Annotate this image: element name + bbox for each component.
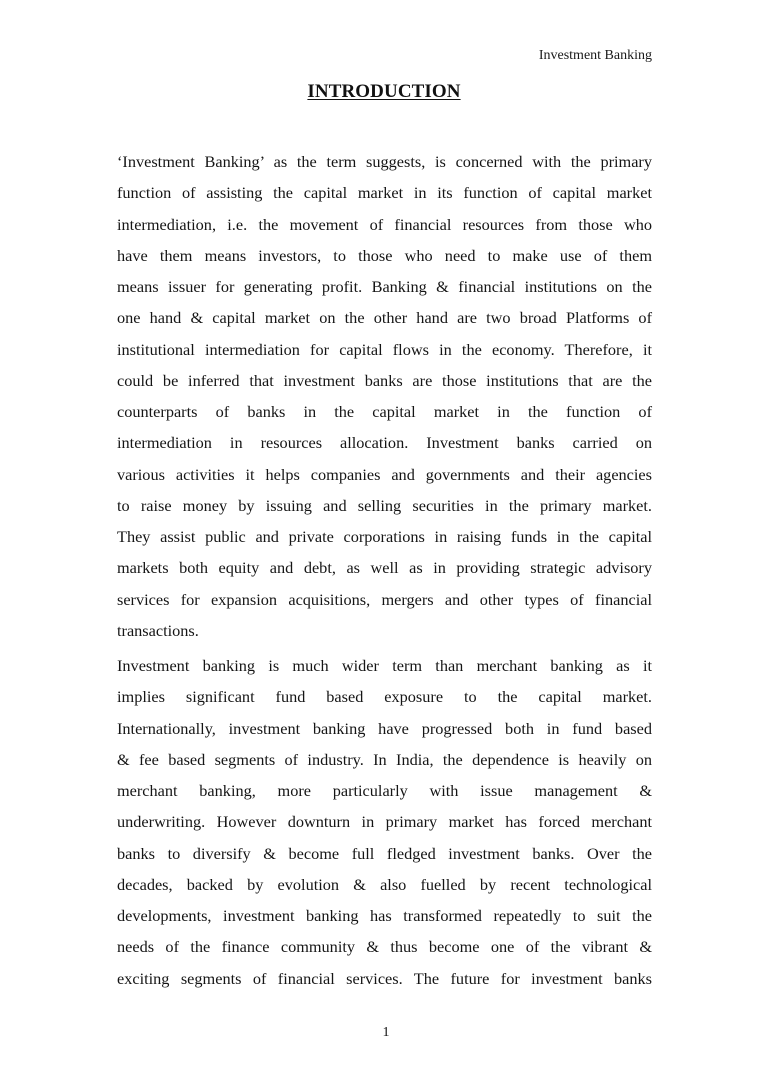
text-line: have them means investors, to those who need to make use of them [117, 245, 652, 265]
text-line: ‘Investment Banking’ as the term suggests, is concerned with the primary [117, 152, 652, 171]
paragraph-2 [117, 650, 652, 994]
text-line: could be inferred that investment banks are those institutions that are the [117, 370, 652, 390]
page-number: 1 [382, 1025, 390, 1040]
text-line: Internationally, investment banking have progressed both in fund based [117, 718, 652, 738]
text-line: one hand & capital market on the other hand are two broad Platforms of [117, 308, 652, 328]
text-line: They assist public and private corporations in raising funds in the capital [117, 527, 652, 546]
text-line: banks to diversify & become full fledged investment banks. Over the [117, 843, 652, 863]
text-line: various activities it helps companies and governments and their agencies [117, 464, 652, 484]
text-line: developments, investment banking has transformed repeatedly to suit the [117, 906, 652, 925]
text-line: merchant banking, more particularly with issue management & [117, 781, 652, 800]
text-line: services for expansion acquisitions, mergers and other types of financial [117, 589, 652, 609]
text-line: transactions. [117, 620, 199, 640]
running-header: Investment Banking [538, 48, 652, 63]
text-line: needs of the finance community & thus become one of the vibrant & [117, 937, 652, 957]
text-line: counterparts of banks in the capital market in the function of [117, 402, 652, 421]
page-title: INTRODUCTION [307, 81, 461, 102]
text-line: intermediation, i.e. the movement of financial resources from those who [117, 214, 652, 234]
text-line: Investment banking is much wider term than merchant banking as it [117, 656, 652, 675]
text-line: underwriting. However downturn in primary market has forced merchant [117, 812, 652, 832]
text-line: intermediation in resources allocation. Investment banks carried on [117, 433, 652, 453]
text-line: means issuer for generating profit. Banking & financial institutions on the [117, 277, 652, 296]
text-line: function of assisting the capital market in its function of capital market [117, 183, 652, 203]
text-line: markets both equity and debt, as well as in providing strategic advisory [117, 558, 652, 578]
text-line: decades, backed by evolution & also fuelled by recent technological [117, 874, 652, 894]
paragraph-1 [117, 146, 652, 646]
text-line: institutional intermediation for capital flows in the economy. Therefore, it [117, 339, 652, 359]
text-line: implies significant fund based exposure to the capital market. [117, 687, 652, 707]
text-line: & fee based segments of industry. In India, the dependence is heavily on [117, 749, 652, 769]
text-line: to raise money by issuing and selling securities in the primary market. [117, 495, 652, 515]
text-line: exciting segments of financial services. The future for investment banks [117, 968, 652, 988]
